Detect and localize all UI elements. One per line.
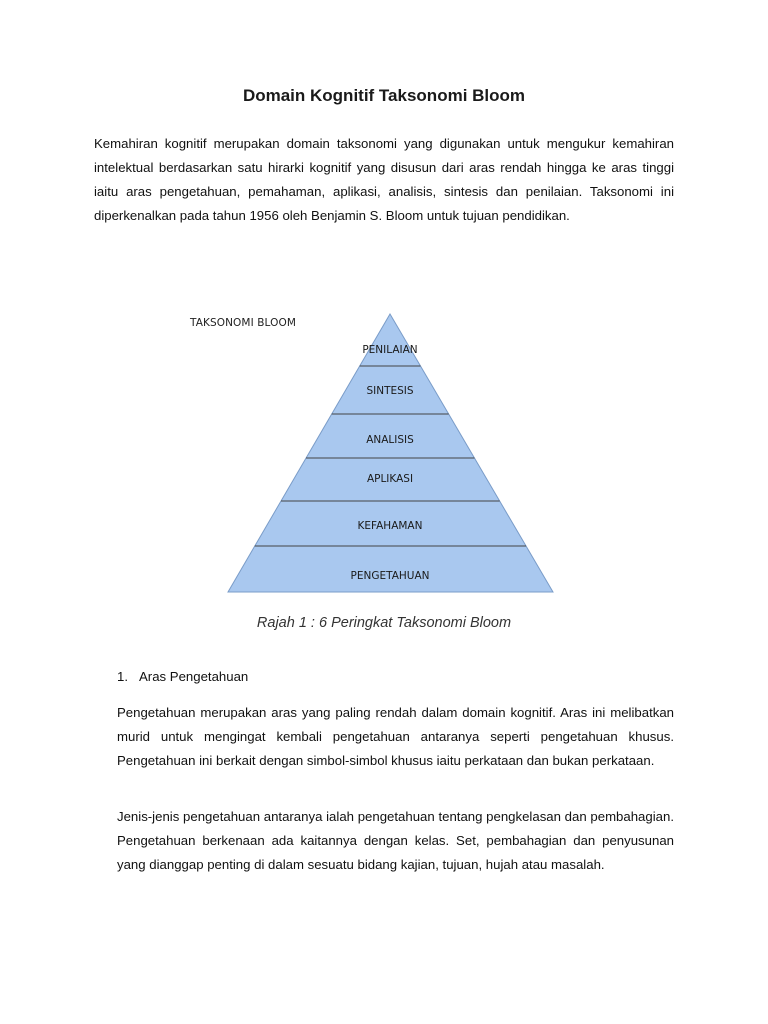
document-title: Domain Kognitif Taksonomi Bloom — [242, 86, 526, 105]
section-paragraph-1: Pengetahuan merupakan aras yang paling rendah dalam domain kognitif. Aras ini melibatkan murid untuk mengingat kembali pengetahuan antaranya seperti pengetahuan khusus. Pengetahuan ini berkait dengan simbol-simbol khusus iaitu perkataan dan bukan perkataan. — [117, 705, 674, 768]
pyramid-level-label: SINTESIS — [366, 385, 414, 397]
section-paragraph-2: Jenis-jenis pengetahuan antaranya ialah pengetahuan tentang pengkelasan dan pembahagian. Pengetahuan berkenaan ada kaitannya dengan kelas. Set, pembahagian dan penyusunan yang dianggap penting di dalam sesuatu bidang kajian, tujuan, hujah atau masalah. — [117, 809, 674, 872]
pyramid-level-label: PENILAIAN — [362, 344, 418, 356]
figure-caption: Rajah 1 : 6 Peringkat Taksonomi Bloom — [256, 615, 512, 631]
figure-heading: TAKSONOMI BLOOM — [190, 317, 296, 329]
pyramid-level-label: PENGETAHUAN — [350, 570, 430, 582]
pyramid-level-label: ANALISIS — [366, 434, 414, 446]
pyramid-level-label: KEFAHAMAN — [357, 520, 423, 532]
pyramid-level-label: APLIKASI — [366, 473, 414, 485]
pyramid-graphic — [160, 300, 600, 600]
section-heading — [117, 669, 248, 684]
intro-paragraph: Kemahiran kognitif merupakan domain taksonomi yang digunakan untuk mengukur kemahiran intelektual berdasarkan satu hirarki kognitif yang disusun dari aras rendah hingga ke aras tinggi iaitu aras pengetahuan, pemahaman, aplikasi, analisis, sintesis dan penilaian. Taksonomi ini diperkenalkan pada tahun 1956 oleh Benjamin S. Bloom untuk tujuan pendidikan. — [94, 136, 674, 223]
bloom-pyramid-figure — [160, 300, 600, 600]
section-number: 1. — [117, 669, 128, 684]
section-title: Aras Pengetahuan — [139, 669, 249, 684]
